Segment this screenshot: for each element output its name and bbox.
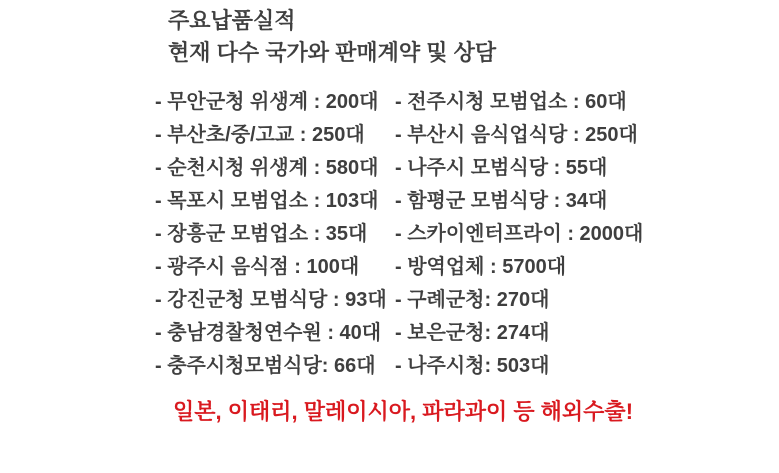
- delivery-list-right-column: [395, 86, 643, 383]
- list-item: - 광주시 음식점 : 100대: [155, 256, 360, 278]
- list-item: - 구례군청: 270대: [395, 289, 550, 311]
- list-item: - 부산초/중/고교 : 250대: [155, 124, 365, 146]
- delivery-list-left-column: [155, 86, 387, 383]
- list-item: - 충주시청모범식당: 66대: [155, 355, 376, 377]
- list-item: - 방역업체 : 5700대: [395, 256, 567, 278]
- overseas-export-note: 일본, 이태리, 말레이시아, 파라과이 등 해외수출!: [173, 399, 634, 424]
- page-title: 주요납품실적: [168, 8, 296, 33]
- list-item: - 보은군청: 274대: [395, 322, 550, 344]
- list-item: - 부산시 음식업식당 : 250대: [395, 124, 638, 146]
- list-item: - 순천시청 위생계 : 580대: [155, 157, 379, 179]
- list-item: - 함평군 모범식당 : 34대: [395, 190, 608, 212]
- list-item: - 전주시청 모범업소 : 60대: [395, 91, 627, 113]
- list-item: - 무안군청 위생계 : 200대: [155, 91, 379, 113]
- list-item: - 장흥군 모범업소 : 35대: [155, 223, 368, 245]
- page-subtitle: 현재 다수 국가와 판매계약 및 상담: [168, 40, 497, 65]
- list-item: - 나주시 모범식당 : 55대: [395, 157, 608, 179]
- list-item: - 강진군청 모범식당 : 93대: [155, 289, 387, 311]
- list-item: - 스카이엔터프라이 : 2000대: [395, 223, 644, 245]
- list-item: - 충남경찰청연수원 : 40대: [155, 322, 382, 344]
- list-item: - 목포시 모범업소 : 103대: [155, 190, 379, 212]
- list-item: - 나주시청: 503대: [395, 355, 550, 377]
